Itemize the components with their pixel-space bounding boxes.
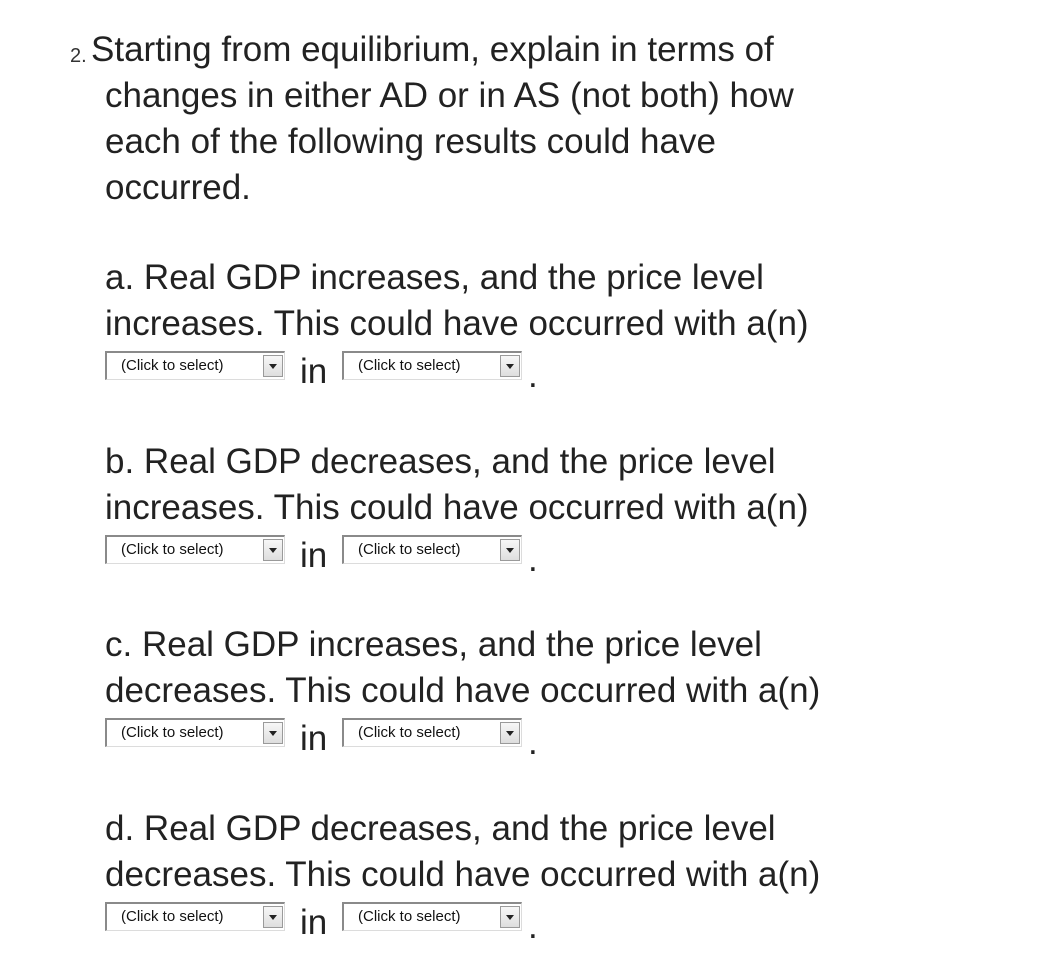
dropdown-arrow-icon[interactable] [500,355,520,377]
part-d-answer-row [105,898,945,944]
part-d-line-2: decreases. This could have occurred with a(n) [105,855,821,894]
dropdown-arrow-icon[interactable] [500,539,520,561]
part-d-curve-select[interactable] [342,902,522,931]
part-a-line-1: a. Real GDP increases, and the price level [105,258,764,297]
select-value: (Click to select) [121,357,224,374]
connector-text: in [300,352,328,391]
select-value: (Click to select) [358,541,461,558]
part-c-answer-row [105,714,945,760]
part-b-line-2: increases. This could have occurred with a(n) [105,488,809,527]
part-c-change-select[interactable] [105,718,285,747]
part-a [105,255,945,393]
select-value: (Click to select) [121,908,224,925]
dropdown-arrow-icon[interactable] [263,539,283,561]
dropdown-arrow-icon[interactable] [500,722,520,744]
part-b-answer-row [105,531,945,577]
select-value: (Click to select) [358,724,461,741]
select-value: (Click to select) [358,357,461,374]
sentence-period: . [528,907,538,946]
part-d [105,806,945,944]
sentence-period: . [528,723,538,762]
connector-text: in [300,903,328,942]
dropdown-arrow-icon[interactable] [263,906,283,928]
part-b-line-1: b. Real GDP decreases, and the price level [105,442,776,481]
dropdown-arrow-icon[interactable] [263,355,283,377]
question-number: 2. [70,45,87,67]
question-stem [91,27,891,211]
part-c-curve-select[interactable] [342,718,522,747]
connector-text: in [300,719,328,758]
select-value: (Click to select) [358,908,461,925]
part-b-change-select[interactable] [105,535,285,564]
select-value: (Click to select) [121,541,224,558]
part-b-curve-select[interactable] [342,535,522,564]
part-b [105,439,945,577]
part-d-change-select[interactable] [105,902,285,931]
part-c [105,622,945,760]
stem-line: Starting from equilibrium, explain in terms of [91,30,774,69]
part-a-change-select[interactable] [105,351,285,380]
part-d-line-1: d. Real GDP decreases, and the price level [105,809,776,848]
dropdown-arrow-icon[interactable] [263,722,283,744]
stem-line: changes in either AD or in AS (not both) how [105,76,794,115]
part-a-curve-select[interactable] [342,351,522,380]
part-a-line-2: increases. This could have occurred with a(n) [105,304,809,343]
stem-line: occurred. [105,168,251,207]
dropdown-arrow-icon[interactable] [500,906,520,928]
sentence-period: . [528,356,538,395]
sentence-period: . [528,540,538,579]
stem-line: each of the following results could have [105,122,716,161]
select-value: (Click to select) [121,724,224,741]
part-a-answer-row [105,347,945,393]
connector-text: in [300,536,328,575]
part-c-line-1: c. Real GDP increases, and the price level [105,625,762,664]
part-c-line-2: decreases. This could have occurred with a(n) [105,671,821,710]
